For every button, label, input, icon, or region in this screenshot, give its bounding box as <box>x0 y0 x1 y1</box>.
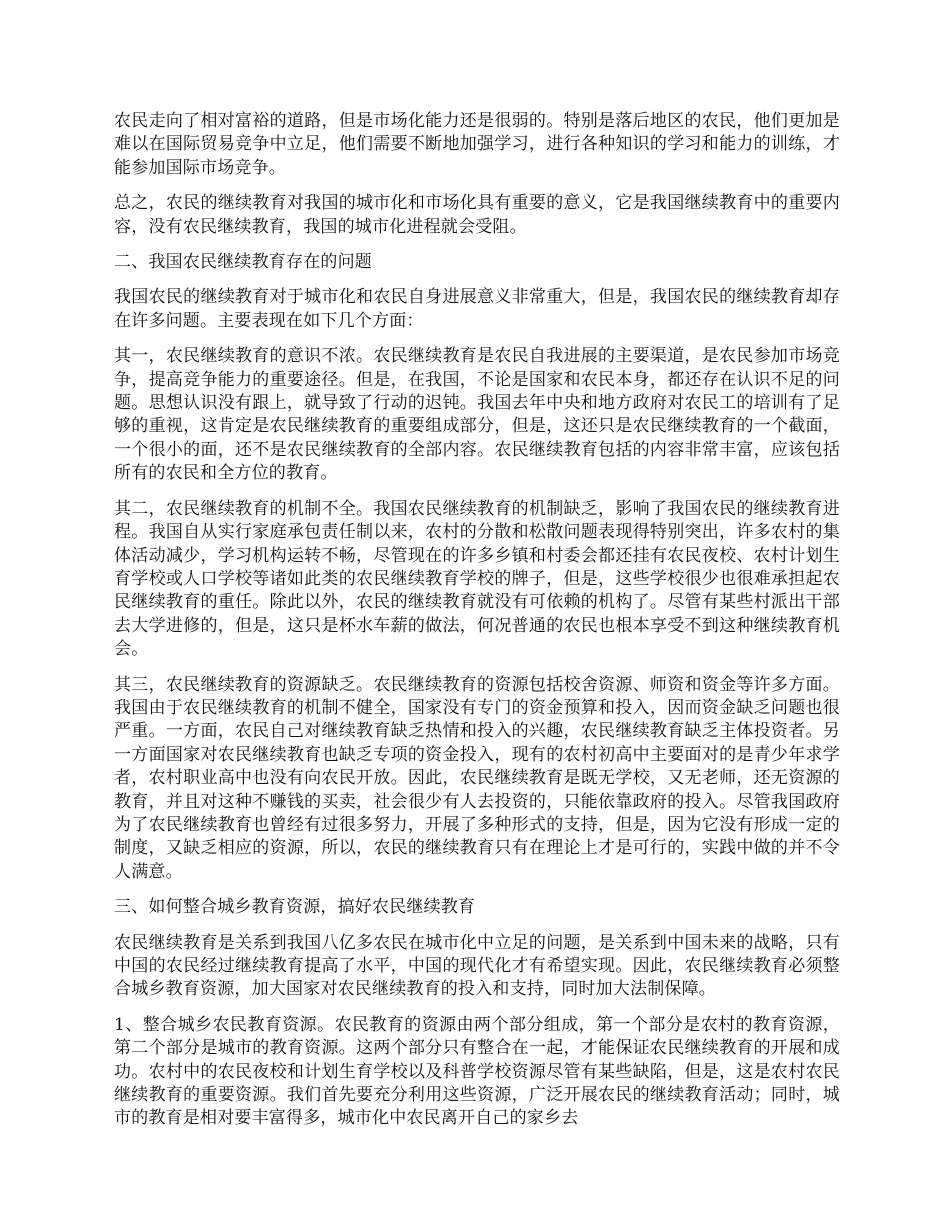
paragraph-4: 其一，农民继续教育的意识不浓。农民继续教育是农民自我进展的主要渠道，是农民参加市场竞争，提高竞争能力的重要途径。但是，在我国，不论是国家和农民本身，都还存在认识不足的问题。思想认识没有跟上，就导致了行动的迟钝。我国去年中央和地方政府对农民工的培训有了足够的重视，这肯定是农民继续教育的重要组成部分，但是，这还只是农民继续教育的一个截面，一个很小的面，还不是农民继续教育的全部内容。农民继续教育包括的内容非常丰富，应该包括所有的农民和全方位的教育。 <box>114 346 840 484</box>
section-heading-3: 三、如何整合城乡教育资源，搞好农民继续教育 <box>114 897 476 918</box>
paragraph-3: 我国农民的继续教育对于城市化和农民自身进展意义非常重大，但是，我国农民的继续教育却存在许多问题。主要表现在如下几个方面： <box>114 287 840 331</box>
paragraph-7: 农民继续教育是关系到我国八亿多农民在城市化中立足的问题，是关系到中国未来的战略，只有中国的农民经过继续教育提高了水平，中国的现代化才有希望实现。因此，农民继续教育必须整合城乡教育资源，加大国家对农民继续教育的投入和支持，同时加大法制保障。 <box>114 932 840 1000</box>
paragraph-8: 1、整合城乡农民教育资源。农民教育的资源由两个部分组成，第一个部分是农村的教育资源，第二个部分是城市的教育资源。这两个部分只有整合在一起，才能保证农民继续教育的开展和成功。农村中的农民夜校和计划生育学校以及科普学校资源尽管有某些缺陷，但是，这是农村农民继续教育的重要资源。我们首先要充分利用这些资源，广泛开展农民的继续教育活动；同时，城市的教育是相对要丰富得多，城市化中农民离开自己的家乡去 <box>114 1014 840 1129</box>
paragraph-6: 其三，农民继续教育的资源缺乏。农民继续教育的资源包括校舍资源、师资和资金等许多方面。我国由于农民继续教育的机制不健全，国家没有专门的资金预算和投入，因而资金缺乏问题也很严重。一方面，农民自己对继续教育缺乏热情和投入的兴趣，农民继续教育缺乏主体投资者。另一方面国家对农民继续教育也缺乏专项的资金投入，现有的农村初高中主要面对的是青少年求学者，农村职业高中也没有向农民开放。因此，农民继续教育是既无学校，又无老师，还无资源的教育，并且对这种不赚钱的买卖，社会很少有人去投资的，只能依靠政府的投入。尽管我国政府为了农民继续教育也曾经有过很多努力，开展了多种形式的支持，但是，因为它没有形成一定的制度，又缺乏相应的资源，所以，农民的继续教育只有在理论上才是可行的，实践中做的并不令人满意。 <box>114 674 840 882</box>
document-body <box>114 110 840 1143</box>
paragraph-5: 其二，农民继续教育的机制不全。我国农民继续教育的机制缺乏，影响了我国农民的继续教育进程。我国自从实行家庭承包责任制以来，农村的分散和松散问题表现得特别突出，许多农村的集体活动减少，学习机构运转不畅，尽管现在的许多乡镇和村委会都还挂有农民夜校、农村计划生育学校或人口学校等诸如此类的农民继续教育学校的牌子，但是，这些学校很少也很难承担起农民继续教育的重任。除此以外，农民的继续教育就没有可依赖的机构了。尽管有某些村派出干部去大学进修的，但是，这只是杯水车薪的做法，何况普通的农民也根本享受不到这种继续教育机会。 <box>114 498 840 660</box>
paragraph-1: 农民走向了相对富裕的道路，但是市场化能力还是很弱的。特别是落后地区的农民，他们更加是难以在国际贸易竞争中立足，他们需要不断地加强学习，进行各种知识的学习和能力的训练，才能参加国际市场竞争。 <box>114 111 840 178</box>
paragraph-2: 总之，农民的继续教育对我国的城市化和市场化具有重要的意义，它是我国继续教育中的重要内容，没有农民继续教育，我国的城市化进程就会受阻。 <box>114 193 840 237</box>
section-heading-2: 二、我国农民继续教育存在的问题 <box>114 252 372 273</box>
